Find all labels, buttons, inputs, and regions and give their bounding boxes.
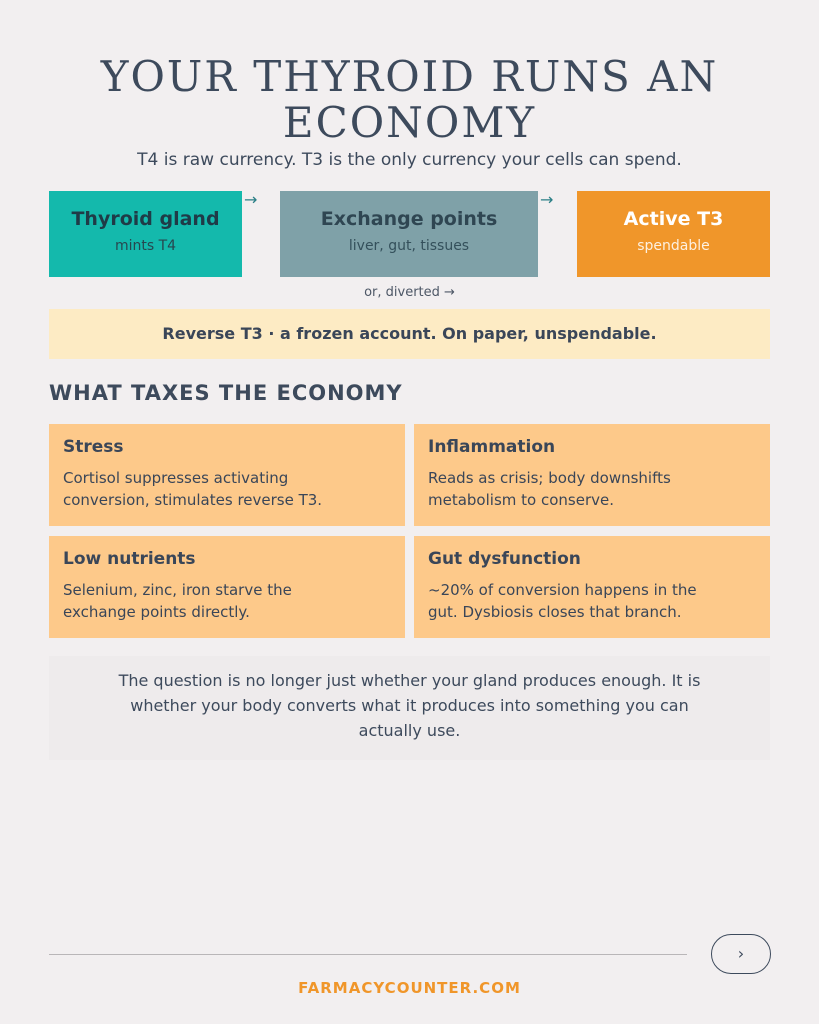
- arrow-right-icon: →: [540, 190, 554, 209]
- page-title-line-1: YOUR THYROID RUNS AN: [100, 52, 719, 101]
- conclusion-line: whether your body converts what it produces into something you can: [130, 696, 689, 715]
- tax-card-text-line: ~20% of conversion happens in the: [428, 581, 697, 599]
- tax-card-text-line: exchange points directly.: [63, 603, 250, 621]
- footer-divider: [49, 954, 687, 955]
- tax-card-text-line: conversion, stimulates reverse T3.: [63, 491, 323, 509]
- tax-card-text: [428, 579, 756, 623]
- tax-card-title: Stress: [63, 437, 124, 457]
- thyroid-gland-label: Thyroid gland: [71, 208, 220, 230]
- tax-card-gut-dysfunction: [414, 536, 770, 638]
- tax-card-stress: [49, 424, 405, 526]
- taxes-heading: WHAT TAXES THE ECONOMY: [49, 381, 403, 405]
- exchange-points-desc: liver, gut, tissues: [348, 238, 470, 254]
- tax-card-title: Low nutrients: [63, 549, 196, 569]
- conclusion-line: actually use.: [358, 721, 461, 740]
- tax-card-low-nutrients: [49, 536, 405, 638]
- tax-card-title: Gut dysfunction: [428, 549, 581, 569]
- tax-card-text-line: metabolism to conserve.: [428, 491, 614, 509]
- tax-card-text-line: Cortisol suppresses activating: [63, 469, 289, 487]
- next-slide-button[interactable]: ›: [711, 934, 771, 974]
- exchange-points-label: Exchange points: [320, 208, 498, 230]
- tax-card-text: [428, 467, 756, 511]
- tax-card-title: Inflammation: [428, 437, 556, 457]
- page-title: [0, 54, 819, 146]
- conclusion-box: [49, 656, 770, 760]
- thyroid-gland-box: [49, 191, 242, 277]
- diverted-note: or, diverted →: [364, 285, 455, 300]
- tax-card-text: [63, 579, 391, 623]
- tax-card-text-line: Reads as crisis; body downshifts: [428, 469, 671, 487]
- reverse-t3-banner: Reverse T3 · a frozen account. On paper, unspendable.: [49, 309, 770, 359]
- tax-card-text-line: Selenium, zinc, iron starve the: [63, 581, 292, 599]
- arrow-right-icon: →: [244, 190, 258, 209]
- page-subtitle: T4 is raw currency. T3 is the only currency your cells can spend.: [137, 150, 682, 170]
- active-t3-desc: spendable: [637, 238, 710, 254]
- conclusion-line: The question is no longer just whether your gland produces enough. It is: [118, 671, 701, 690]
- tax-card-text: [63, 467, 391, 511]
- active-t3-box: [577, 191, 770, 277]
- footer-site-link[interactable]: FARMACYCOUNTER.COM: [298, 979, 521, 997]
- active-t3-label: Active T3: [623, 208, 724, 230]
- tax-card-inflammation: [414, 424, 770, 526]
- thyroid-gland-desc: mints T4: [114, 238, 177, 254]
- page-title-line-2: ECONOMY: [282, 98, 537, 147]
- tax-card-text-line: gut. Dysbiosis closes that branch.: [428, 603, 682, 621]
- exchange-points-box: [280, 191, 538, 277]
